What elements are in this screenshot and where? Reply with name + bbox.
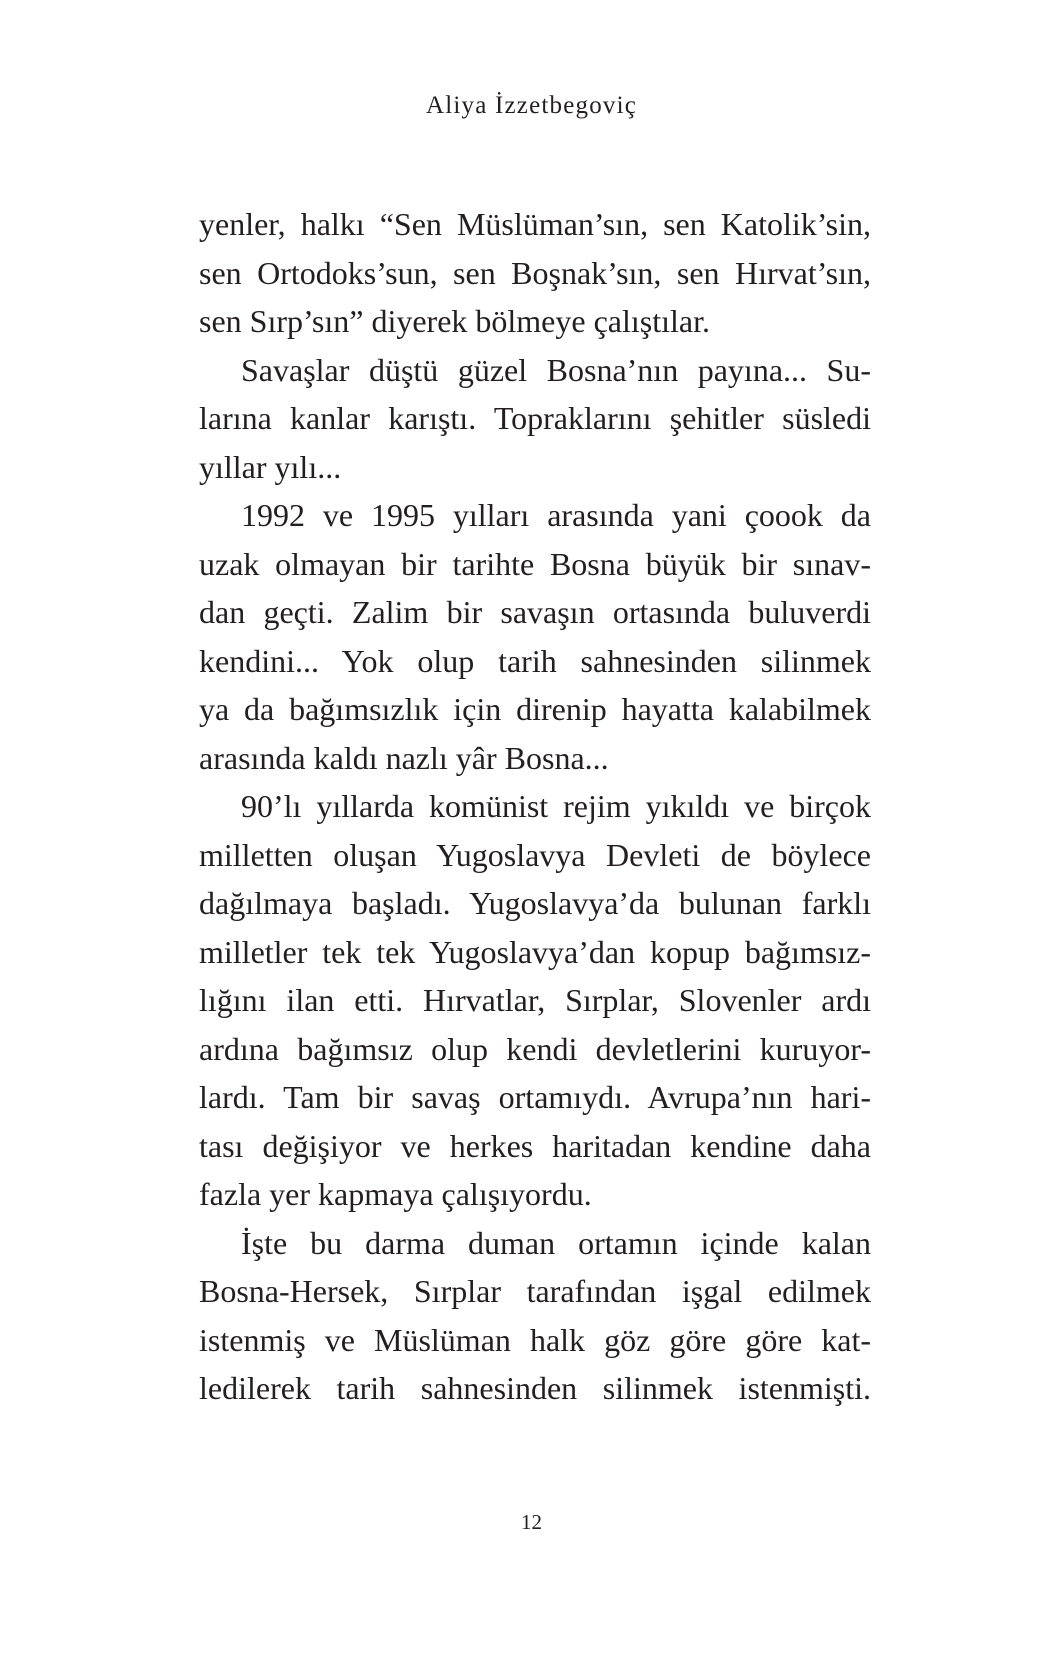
text-line: Savaşlar düştü güzel Bosna’nın payına... Su- xyxy=(241,351,871,388)
text-line: istenmiş ve Müslüman halk göz göre göre kat- xyxy=(199,1321,871,1358)
running-header: Aliya İzzetbegoviç xyxy=(425,92,638,119)
text-line: 90’lı yıllarda komünist rejim yıkıldı ve birçok xyxy=(241,788,871,824)
page-number: 12 xyxy=(521,1510,542,1534)
text-line: milletten oluşan Yugoslavya Devleti de böylece xyxy=(199,836,871,873)
text-line: lığını ilan etti. Hırvatlar, Sırplar, Slovenler ardı xyxy=(199,982,871,1018)
text-line: kendini... Yok olup tarih sahnesinden silinmek xyxy=(199,642,871,679)
text-line: sen Sırp’sın” diyerek bölmeye çalıştılar. xyxy=(199,303,710,339)
text-line: tası değişiyor ve herkes haritadan kendine daha xyxy=(199,1127,871,1164)
text-line: Bosna-Hersek, Sırplar tarafından işgal edilmek xyxy=(199,1273,871,1309)
text-line: ardına bağımsız olup kendi devletlerini kuruyor- xyxy=(199,1030,871,1067)
text-line: İşte bu darma duman ortamın içinde kalan xyxy=(241,1224,871,1261)
text-line: sen Ortodoks’sun, sen Boşnak’sın, sen Hırvat’sın, xyxy=(199,254,871,291)
text-line: milletler tek tek Yugoslavya’dan kopup bağımsız- xyxy=(199,933,871,970)
text-line: dağılmaya başladı. Yugoslavya’da bulunan farklı xyxy=(199,885,871,921)
text-line: larına kanlar karıştı. Topraklarını şehitler süsledi xyxy=(199,400,871,436)
text-line: ya da bağımsızlık için direnip hayatta kalabilmek xyxy=(199,691,871,727)
text-line: yıllar yılı... xyxy=(199,448,342,485)
text-line: uzak olmayan bir tarihte Bosna büyük bir sınav- xyxy=(199,545,871,582)
text-line: yenler, halkı “Sen Müslüman’sın, sen Katolik’sin, xyxy=(199,206,871,242)
text-line: ledilerek tarih sahnesinden silinmek istenmişti. xyxy=(199,1370,871,1406)
text-line: fazla yer kapmaya çalışıyordu. xyxy=(199,1176,592,1212)
text-line: 1992 ve 1995 yılları arasında yani çoook da xyxy=(241,497,871,533)
body-text xyxy=(199,200,871,1413)
text-line: arasında kaldı nazlı yâr Bosna... xyxy=(199,739,609,776)
text-line: dan geçti. Zalim bir savaşın ortasında buluverdi xyxy=(199,594,871,630)
text-line: lardı. Tam bir savaş ortamıydı. Avrupa’nın hari- xyxy=(199,1079,871,1115)
